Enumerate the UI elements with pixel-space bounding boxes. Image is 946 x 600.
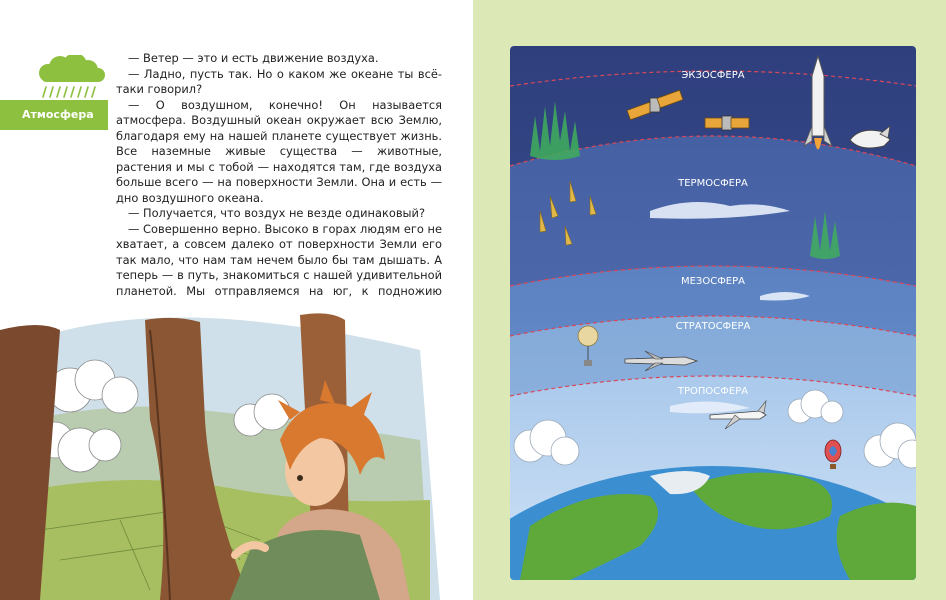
layer-label-troposphere: ТРОПОСФЕРА [677,386,749,397]
paragraph: — Ладно, пусть так. Но о каком же океане ты всё-таки говорил? [116,66,442,96]
layer-label-exosphere: ЭКЗОСФЕРА [681,70,745,81]
story-text [116,51,442,315]
paragraph: — О воздушном, конечно! Он называется атмосфера. Воздушный океан окружает всю Землю, благодаря ему на нашей планете существует жизнь. Все наземные живые существа — животные, растения и мы с тобой — находятся там, где воздуха больше всего — на поверхности Земли. Она и есть — дно воздушного океана. [116,97,442,205]
paragraph: — Ветер — это и есть движение воздуха. [128,51,379,65]
atmosphere-diagram-svg [510,46,916,580]
layer-label-thermosphere: ТЕРМОСФЕРА [678,178,748,189]
layer-label-mesosphere: МЕЗОСФЕРА [680,276,746,287]
paragraph: — Получается, что воздух не везде одинаковый? [128,206,425,220]
boy-at-window-illustration [0,300,473,600]
section-tab-atmosphere: Атмосфера [0,100,108,130]
paragraph: — Совершенно верно. Высоко в горах людям его не хватает, а совсем далеко от поверхности Земли его так мало, что нам там нечем было бы там дышать. А теперь — в путь, знакомиться с нашей удивительной планетой. Мы отправляемся на юг, к подножию [116,221,442,298]
atmosphere-layers-diagram [510,46,916,580]
layer-label-stratosphere: СТРАТОСФЕРА [675,321,751,332]
rain-cloud-icon [30,55,108,100]
